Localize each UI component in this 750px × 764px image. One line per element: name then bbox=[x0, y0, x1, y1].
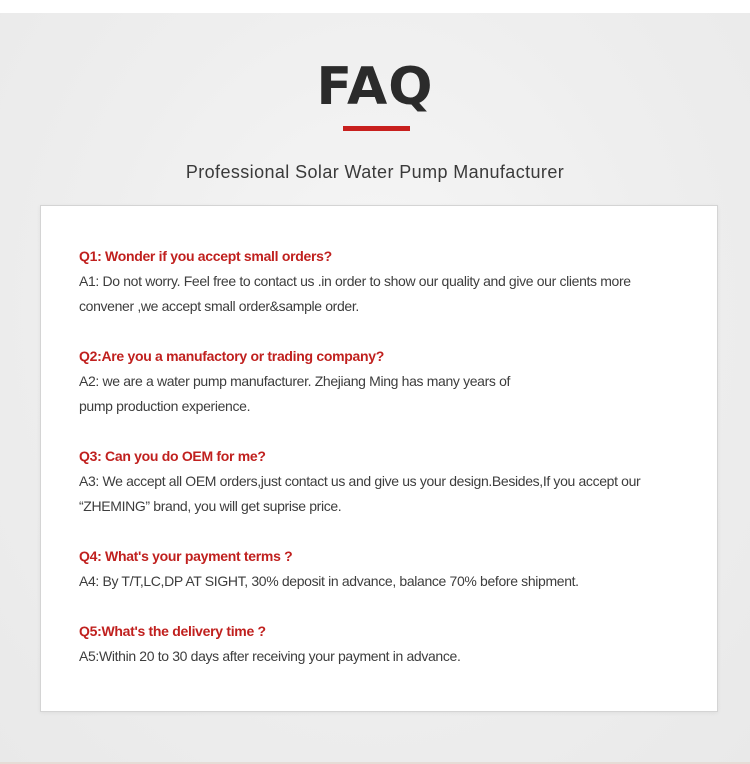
faq-question: Q3: Can you do OEM for me? bbox=[79, 448, 266, 464]
faq-answer bbox=[79, 369, 699, 419]
faq-answer bbox=[79, 569, 699, 594]
faq-answer-line: A2: we are a water pump manufacturer. Zhejiang Ming has many years of bbox=[79, 373, 511, 389]
faq-answer-line: A4: By T/T,LC,DP AT SIGHT, 30% deposit in advance, balance 70% before shipment. bbox=[79, 573, 579, 589]
faq-answer-line: A1: Do not worry. Feel free to contact us .in order to show our quality and give our clients more bbox=[79, 273, 631, 289]
faq-list bbox=[79, 244, 699, 694]
faq-answer bbox=[79, 269, 699, 319]
faq-item-2 bbox=[79, 344, 699, 419]
faq-answer bbox=[79, 644, 699, 669]
title-underline bbox=[343, 126, 410, 131]
page-subtitle: Professional Solar Water Pump Manufacturer bbox=[185, 162, 565, 182]
faq-answer-line: A5:Within 20 to 30 days after receiving your payment in advance. bbox=[79, 648, 461, 664]
faq-question: Q2:Are you a manufactory or trading company? bbox=[79, 348, 384, 364]
faq-card bbox=[40, 205, 718, 712]
page-title: FAQ bbox=[316, 57, 434, 117]
faq-item-5 bbox=[79, 619, 699, 669]
faq-question: Q4: What's your payment terms ? bbox=[79, 548, 293, 564]
faq-answer-line: pump production experience. bbox=[79, 398, 251, 414]
faq-question: Q5:What's the delivery time ? bbox=[79, 623, 266, 639]
faq-item-1 bbox=[79, 244, 699, 319]
faq-answer bbox=[79, 469, 699, 519]
faq-answer-line: convener ,we accept small order&sample order. bbox=[79, 298, 359, 314]
faq-item-4 bbox=[79, 544, 699, 594]
faq-question: Q1: Wonder if you accept small orders? bbox=[79, 248, 332, 264]
faq-answer-line: A3: We accept all OEM orders,just contact us and give us your design.Besides,If you accept our bbox=[79, 473, 641, 489]
faq-item-3 bbox=[79, 444, 699, 519]
faq-answer-line: “ZHEMING” brand, you will get suprise price. bbox=[79, 498, 342, 514]
